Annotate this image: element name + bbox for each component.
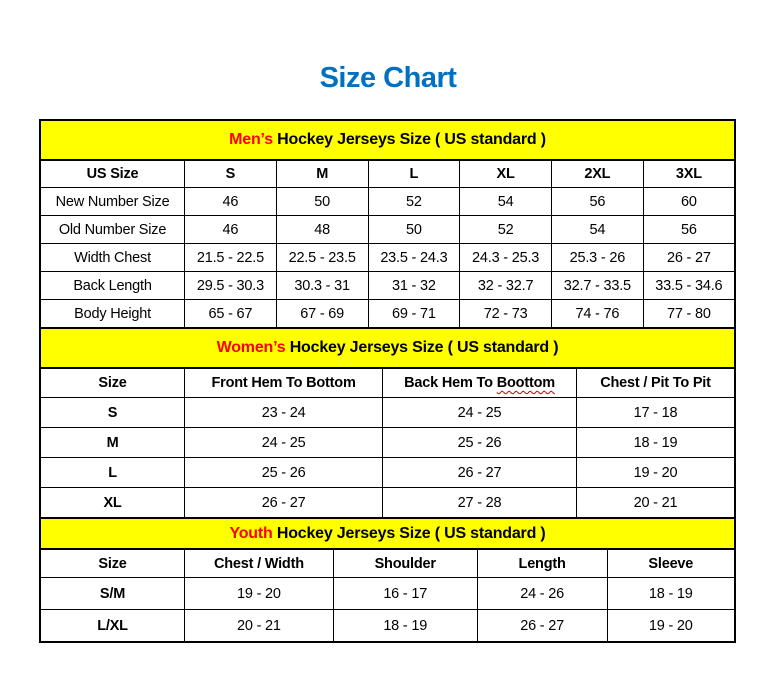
- size-value-cell: 29.5 - 30.3: [185, 272, 277, 300]
- table-row: [40, 488, 735, 519]
- banner-text: Hockey Jerseys Size ( US standard ): [285, 339, 559, 356]
- column-header-us-size: US Size: [40, 160, 185, 188]
- column-header-s: S: [185, 160, 277, 188]
- size-value-cell: 21.5 - 22.5: [185, 244, 277, 272]
- size-value-cell: 22.5 - 23.5: [276, 244, 368, 272]
- size-value-cell: 23 - 24: [185, 398, 383, 428]
- size-value-cell: 27 - 28: [383, 488, 577, 519]
- womens-table-body: [40, 398, 735, 519]
- row-label: S: [40, 398, 185, 428]
- size-value-cell: 19 - 20: [185, 578, 334, 610]
- size-value-cell: 24 - 25: [185, 428, 383, 458]
- column-header-3xl: 3XL: [643, 160, 735, 188]
- size-value-cell: 56: [643, 216, 735, 244]
- size-value-cell: 20 - 21: [185, 610, 334, 643]
- column-header-front-hem: Front Hem To Bottom: [185, 368, 383, 398]
- size-value-cell: 50: [368, 216, 460, 244]
- table-row: [40, 398, 735, 428]
- youth-table-body: [40, 578, 735, 643]
- womens-table-banner: [40, 328, 735, 368]
- size-value-cell: 52: [368, 188, 460, 216]
- size-value-cell: 48: [276, 216, 368, 244]
- row-label: Old Number Size: [40, 216, 185, 244]
- size-value-cell: 46: [185, 216, 277, 244]
- size-value-cell: 31 - 32: [368, 272, 460, 300]
- size-value-cell: 26 - 27: [643, 244, 735, 272]
- column-header-l: L: [368, 160, 460, 188]
- row-label: Body Height: [40, 300, 185, 329]
- page-title: Size Chart: [319, 62, 457, 94]
- banner-text: Hockey Jerseys Size ( US standard ): [272, 524, 546, 542]
- size-value-cell: 25.3 - 26: [551, 244, 643, 272]
- size-value-cell: 30.3 - 31: [276, 272, 368, 300]
- size-value-cell: 65 - 67: [185, 300, 277, 329]
- size-value-cell: 19 - 20: [607, 610, 735, 643]
- row-label: New Number Size: [40, 188, 185, 216]
- row-label: L: [40, 458, 185, 488]
- size-value-cell: 25 - 26: [383, 428, 577, 458]
- size-value-cell: 32 - 32.7: [460, 272, 552, 300]
- table-row: [40, 458, 735, 488]
- table-row: [40, 300, 735, 329]
- mens-size-table: [39, 119, 736, 329]
- size-value-cell: 23.5 - 24.3: [368, 244, 460, 272]
- table-row: [40, 188, 735, 216]
- column-header-xl: XL: [460, 160, 552, 188]
- column-header-back-hem: [383, 368, 577, 398]
- size-value-cell: 54: [460, 188, 552, 216]
- mens-banner-row: [40, 120, 735, 160]
- size-value-cell: 16 - 17: [333, 578, 477, 610]
- size-value-cell: 26 - 27: [383, 458, 577, 488]
- size-value-cell: 77 - 80: [643, 300, 735, 329]
- youth-size-table: [39, 517, 736, 643]
- table-row: [40, 272, 735, 300]
- size-value-cell: 18 - 19: [577, 428, 736, 458]
- size-value-cell: 69 - 71: [368, 300, 460, 329]
- column-header-size: Size: [40, 368, 185, 398]
- column-header-m: M: [276, 160, 368, 188]
- size-value-cell: 17 - 18: [577, 398, 736, 428]
- row-label: XL: [40, 488, 185, 519]
- size-value-cell: 25 - 26: [185, 458, 383, 488]
- banner-highlight-mens: Men’s: [229, 131, 273, 148]
- size-chart-tables: [39, 119, 736, 643]
- size-value-cell: 52: [460, 216, 552, 244]
- size-value-cell: 54: [551, 216, 643, 244]
- size-value-cell: 26 - 27: [185, 488, 383, 519]
- banner-text: Hockey Jerseys Size ( US standard ): [272, 131, 546, 148]
- womens-banner-row: [40, 328, 735, 368]
- size-value-cell: 50: [276, 188, 368, 216]
- table-row: [40, 428, 735, 458]
- size-value-cell: 19 - 20: [577, 458, 736, 488]
- column-header-shoulder: Shoulder: [333, 549, 477, 578]
- column-header-2xl: 2XL: [551, 160, 643, 188]
- size-value-cell: 20 - 21: [577, 488, 736, 519]
- column-header-chest-pit: Chest / Pit To Pit: [577, 368, 736, 398]
- size-value-cell: 24.3 - 25.3: [460, 244, 552, 272]
- womens-size-table: [39, 327, 736, 519]
- youth-table-banner: [40, 518, 735, 549]
- table-row: [40, 610, 735, 643]
- table-row: [40, 216, 735, 244]
- back-hem-label: Back Hem To: [404, 375, 493, 391]
- youth-header-row: [40, 549, 735, 578]
- size-value-cell: 18 - 19: [333, 610, 477, 643]
- mens-table-banner: [40, 120, 735, 160]
- column-header-chest-width: Chest / Width: [185, 549, 334, 578]
- size-value-cell: 18 - 19: [607, 578, 735, 610]
- mens-header-row: [40, 160, 735, 188]
- banner-highlight-youth: Youth: [229, 524, 273, 542]
- size-value-cell: 24 - 26: [477, 578, 607, 610]
- womens-header-row: [40, 368, 735, 398]
- column-header-size: Size: [40, 549, 185, 578]
- table-row: [40, 244, 735, 272]
- size-value-cell: 26 - 27: [477, 610, 607, 643]
- back-hem-typo-word: Boottom: [496, 375, 555, 391]
- size-value-cell: 46: [185, 188, 277, 216]
- row-label: M: [40, 428, 185, 458]
- size-value-cell: 60: [643, 188, 735, 216]
- size-value-cell: 74 - 76: [551, 300, 643, 329]
- column-header-length: Length: [477, 549, 607, 578]
- table-row: [40, 578, 735, 610]
- column-header-sleeve: Sleeve: [607, 549, 735, 578]
- size-value-cell: 32.7 - 33.5: [551, 272, 643, 300]
- row-label: Width Chest: [40, 244, 185, 272]
- size-value-cell: 33.5 - 34.6: [643, 272, 735, 300]
- mens-table-body: [40, 188, 735, 329]
- size-value-cell: 72 - 73: [460, 300, 552, 329]
- row-label: L/XL: [40, 610, 185, 643]
- row-label: Back Length: [40, 272, 185, 300]
- size-value-cell: 24 - 25: [383, 398, 577, 428]
- youth-banner-row: [40, 518, 735, 549]
- banner-highlight-womens: Women’s: [216, 339, 286, 356]
- row-label: S/M: [40, 578, 185, 610]
- size-value-cell: 67 - 69: [276, 300, 368, 329]
- size-value-cell: 56: [551, 188, 643, 216]
